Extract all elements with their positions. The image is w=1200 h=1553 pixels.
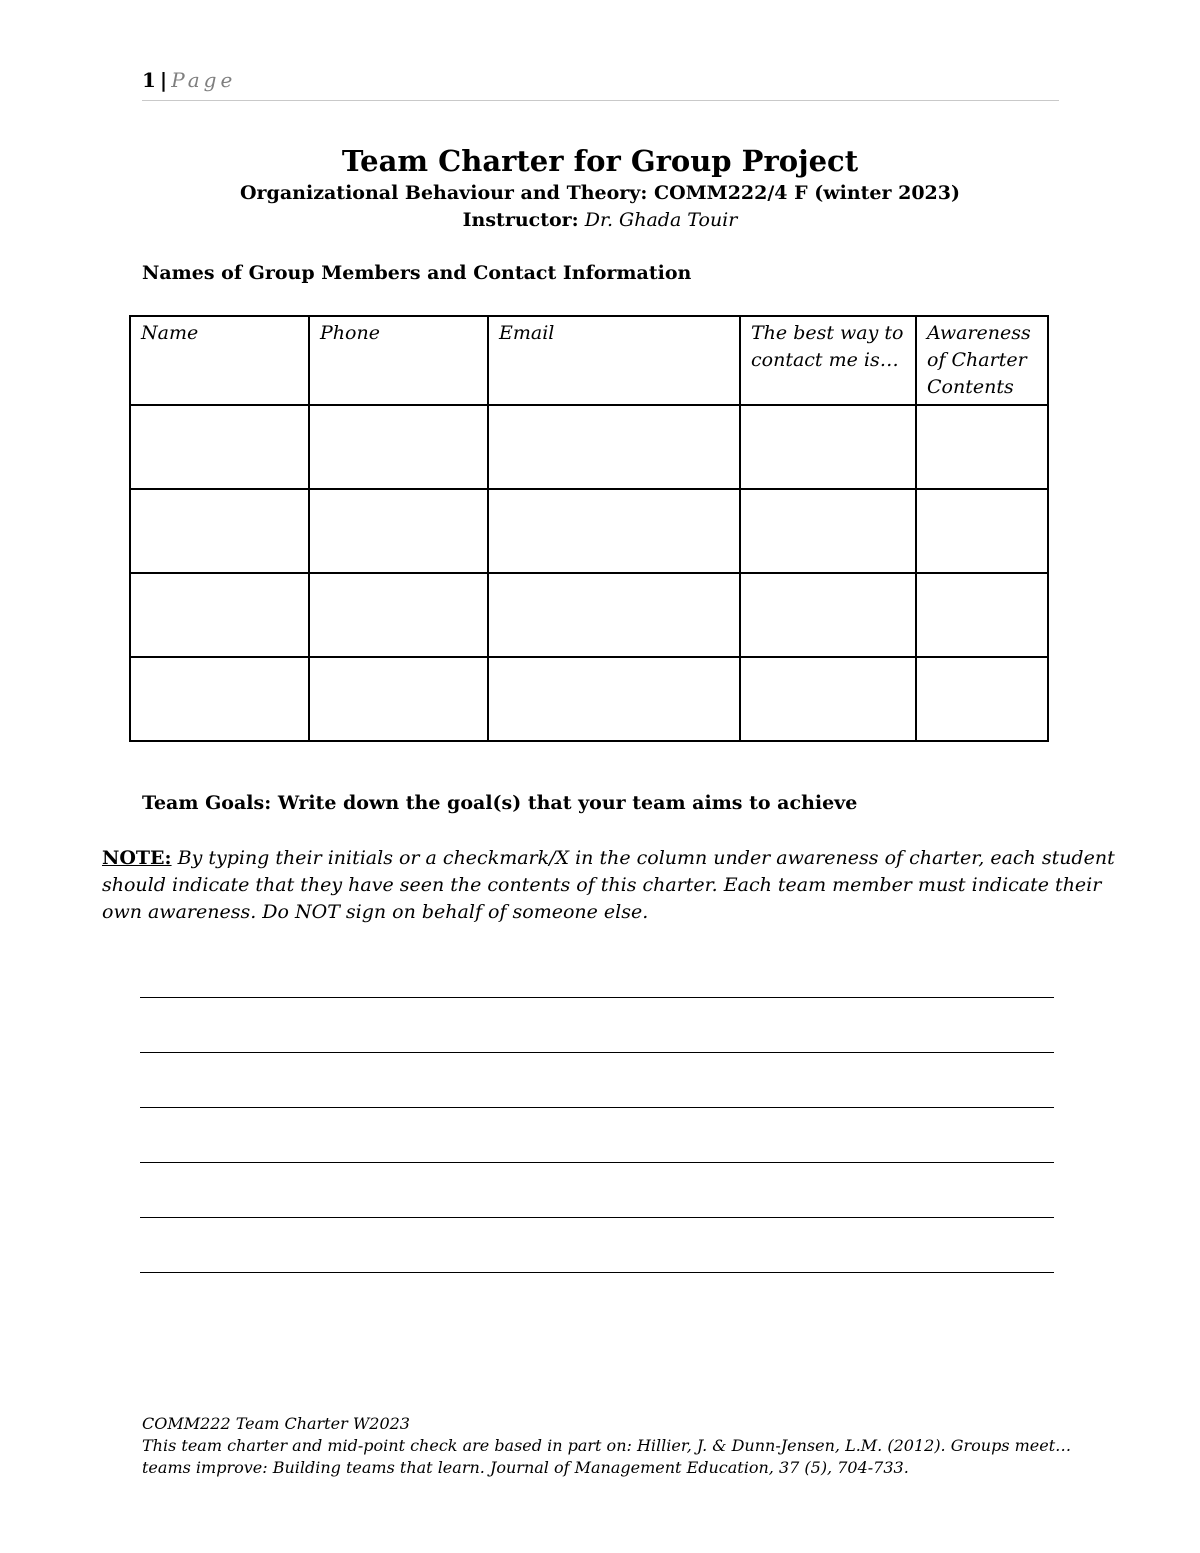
cell-name[interactable] <box>130 573 309 657</box>
goal-write-line[interactable] <box>140 1217 1054 1218</box>
note-paragraph <box>102 845 1122 926</box>
goal-write-line[interactable] <box>140 1052 1054 1053</box>
cell-awareness[interactable] <box>916 573 1048 657</box>
cell-contact-method[interactable] <box>740 573 916 657</box>
instructor-label: Instructor: <box>462 209 579 231</box>
course-subtitle: Organizational Behaviour and Theory: COMM222/4 F (winter 2023) <box>240 182 960 204</box>
table-row <box>130 573 1048 657</box>
goal-write-line[interactable] <box>140 997 1054 998</box>
note-text: By typing their initials or a checkmark/X in the column under awareness of charter, each student should indicate that they have seen the contents of this charter. Each team member must indicate their own awareness. Do NOT sign on behalf of someone else. <box>102 847 1115 923</box>
column-header-email: Email <box>488 316 740 405</box>
goal-write-line[interactable] <box>140 1272 1054 1273</box>
cell-name[interactable] <box>130 489 309 573</box>
note-label: NOTE: <box>102 847 172 869</box>
footer-line-3: teams improve: Building teams that learn. Journal of Management Education, 37 (5), 704-733. <box>142 1458 909 1477</box>
goal-write-line[interactable] <box>140 1162 1054 1163</box>
page-label: Page <box>171 68 237 92</box>
cell-name[interactable] <box>130 657 309 741</box>
page-number: 1 <box>142 68 156 92</box>
footer-line-1: COMM222 Team Charter W2023 <box>142 1414 410 1433</box>
members-section-heading: Names of Group Members and Contact Information <box>142 262 692 284</box>
cell-contact-method[interactable] <box>740 405 916 489</box>
column-header-contact-method: The best way to contact me is… <box>740 316 916 405</box>
document-title: Team Charter for Group Project <box>341 144 859 178</box>
column-header-awareness: Awareness of Charter Contents <box>916 316 1048 405</box>
table-row <box>130 405 1048 489</box>
column-header-name: Name <box>130 316 309 405</box>
cell-name[interactable] <box>130 405 309 489</box>
cell-email[interactable] <box>488 657 740 741</box>
cell-awareness[interactable] <box>916 489 1048 573</box>
footer-line-2: This team charter and mid-point check are based in part on: Hillier, J. & Dunn-Jensen, L.M. (2012). Groups meet… <box>142 1436 1072 1455</box>
cell-email[interactable] <box>488 405 740 489</box>
goal-write-line[interactable] <box>140 1107 1054 1108</box>
contact-table <box>129 315 1049 742</box>
instructor-name: Dr. Ghada Touir <box>578 209 738 231</box>
page-separator: | <box>159 68 168 92</box>
cell-phone[interactable] <box>309 657 488 741</box>
table-row <box>130 489 1048 573</box>
table-row <box>130 657 1048 741</box>
cell-email[interactable] <box>488 573 740 657</box>
cell-awareness[interactable] <box>916 405 1048 489</box>
cell-contact-method[interactable] <box>740 657 916 741</box>
cell-phone[interactable] <box>309 405 488 489</box>
cell-email[interactable] <box>488 489 740 573</box>
cell-contact-method[interactable] <box>740 489 916 573</box>
cell-phone[interactable] <box>309 489 488 573</box>
cell-awareness[interactable] <box>916 657 1048 741</box>
cell-phone[interactable] <box>309 573 488 657</box>
goals-section-heading: Team Goals: Write down the goal(s) that your team aims to achieve <box>142 792 858 814</box>
page-header <box>142 68 1059 101</box>
page-footer <box>142 1413 1072 1479</box>
column-header-phone: Phone <box>309 316 488 405</box>
instructor-line <box>0 206 1200 234</box>
title-block <box>0 142 1200 234</box>
table-header-row <box>130 316 1048 405</box>
